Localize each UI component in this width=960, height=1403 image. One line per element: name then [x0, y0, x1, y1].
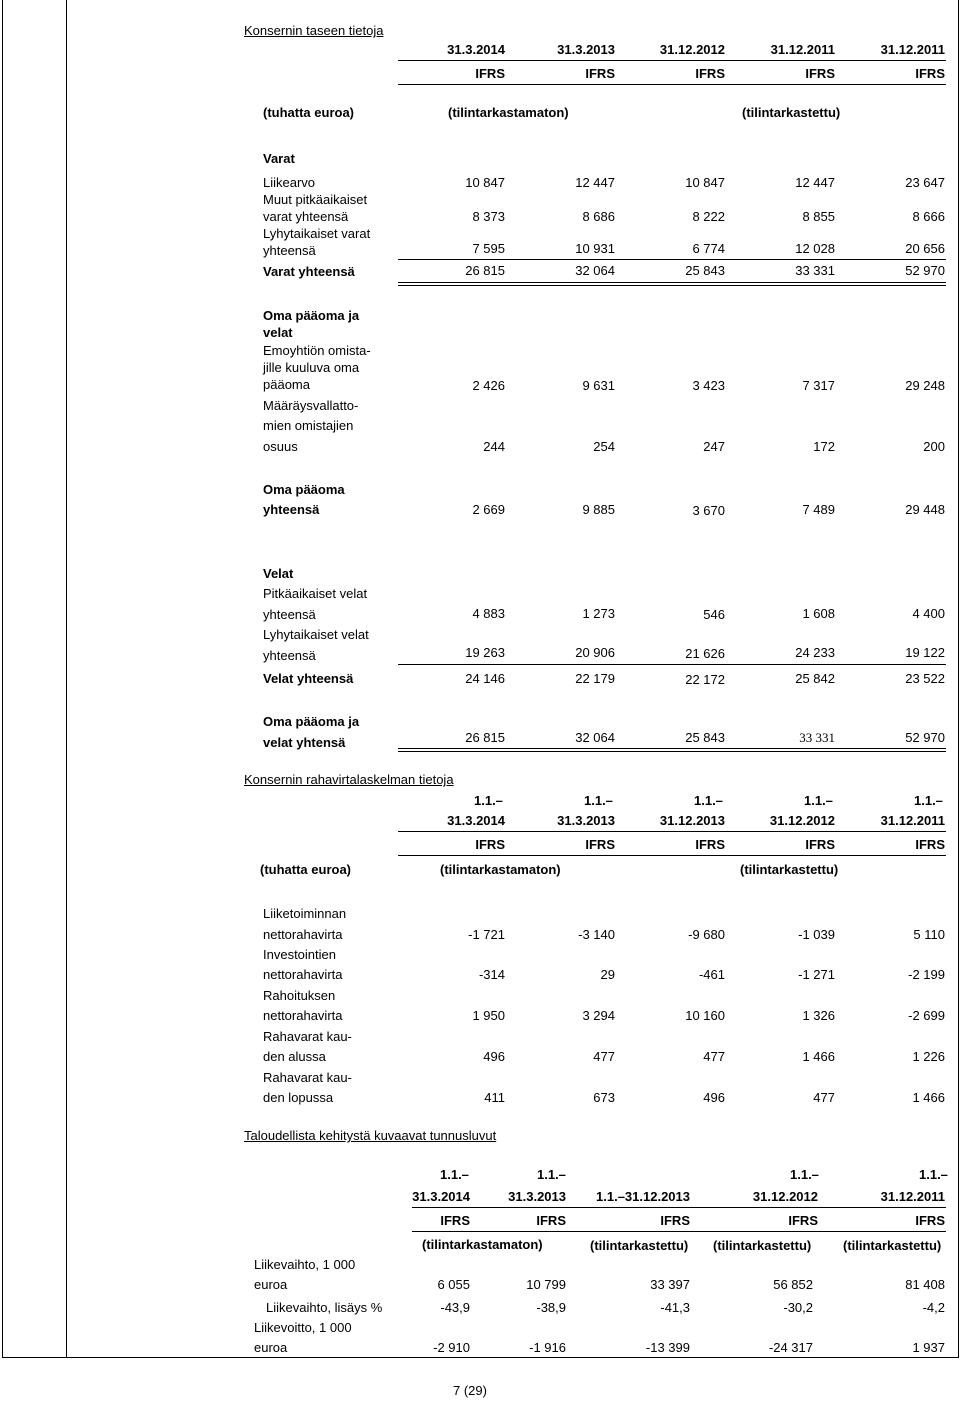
cf-investing-v5: -2 199 — [908, 967, 945, 982]
row-noncurrent-liab-v4: 1 608 — [802, 606, 835, 621]
row-noncurrent-liab-label-1: Pitkäaikaiset velat — [263, 586, 368, 601]
cf-operating-v1: -1 721 — [468, 927, 505, 942]
cf-cash-begin-v4: 1 466 — [802, 1049, 835, 1064]
cf-col-top-3: 1.1.– — [694, 793, 723, 808]
row-current-liab-v5: 19 122 — [905, 645, 945, 660]
row-total-liab-v2: 22 179 — [575, 671, 615, 686]
cf-col-std-1: IFRS — [475, 837, 505, 852]
kr-ebit-v5: 1 937 — [912, 1340, 945, 1355]
row-goodwill-v2: 12 447 — [575, 175, 615, 190]
cf-col-date-1: 31.3.2014 — [447, 813, 505, 828]
cf-cash-end-label-1: Rahavarat kau- — [263, 1070, 352, 1085]
row-noncurrent-liab-v1: 4 883 — [472, 606, 505, 621]
row-total-equity-v2: 9 885 — [582, 502, 615, 517]
cf-header-rule — [398, 831, 946, 832]
cf-cash-end-v2: 673 — [593, 1090, 615, 1105]
kr-header-rule — [412, 1207, 946, 1208]
cf-std-rule — [398, 855, 946, 856]
cf-financing-v2: 3 294 — [582, 1008, 615, 1023]
row-current-v4: 12 028 — [795, 241, 835, 256]
kr-audit-4: (tilintarkastettu) — [843, 1238, 942, 1253]
row-current-v2: 10 931 — [575, 241, 615, 256]
kr-ebit-v1: -2 910 — [433, 1340, 470, 1355]
row-total-eq-liab-label-1: Oma pääoma ja — [263, 714, 360, 729]
balance-col-std-2: IFRS — [585, 66, 615, 81]
row-minority-label-2: mien omistajien — [263, 418, 354, 433]
row-minority-label-1: Määräysvallatto- — [263, 398, 359, 413]
cf-col-std-3: IFRS — [695, 837, 725, 852]
row-noncurrent-v2: 8 686 — [582, 209, 615, 224]
row-noncurrent-v5: 8 666 — [912, 209, 945, 224]
row-parent-equity-v3: 3 423 — [692, 378, 725, 393]
cf-operating-v4: -1 039 — [798, 927, 835, 942]
kr-growth-label: Liikevaihto, lisäys % — [266, 1300, 383, 1315]
kr-col-std-5: IFRS — [915, 1213, 945, 1228]
row-goodwill-label: Liikearvo — [263, 175, 316, 190]
balance-col-date-3: 31.12.2012 — [659, 42, 725, 57]
balance-col-std-1: IFRS — [475, 66, 505, 81]
cf-operating-v2: -3 140 — [578, 927, 615, 942]
row-total-equity-v4: 7 489 — [802, 502, 835, 517]
cf-col-std-5: IFRS — [915, 837, 945, 852]
cf-unit: (tuhatta euroa) — [260, 862, 351, 877]
assets-subtotal-rule — [398, 259, 946, 260]
kr-ebit-v2: -1 916 — [529, 1340, 566, 1355]
cf-cash-end-v4: 477 — [813, 1090, 835, 1105]
kr-revenue-v4: 56 852 — [773, 1277, 813, 1292]
row-goodwill-v1: 10 847 — [465, 175, 505, 190]
row-current-label-2: yhteensä — [263, 243, 316, 258]
row-total-eq-liab-v1: 26 815 — [465, 730, 505, 745]
row-total-assets-v1: 26 815 — [465, 263, 505, 278]
cf-financing-v3: 10 160 — [685, 1008, 725, 1023]
kr-growth-v3: -41,3 — [660, 1300, 690, 1315]
row-noncurrent-v1: 8 373 — [472, 209, 505, 224]
row-total-eq-liab-v3: 25 843 — [685, 730, 725, 745]
assets-total-double-rule — [398, 282, 946, 286]
cf-audited: (tilintarkastettu) — [740, 862, 839, 877]
row-goodwill-v5: 23 647 — [905, 175, 945, 190]
page-number: 7 (29) — [453, 1383, 487, 1398]
kr-col-std-2: IFRS — [536, 1213, 566, 1228]
row-noncurrent-liab-v5: 4 400 — [912, 606, 945, 621]
row-total-eq-liab-v5: 52 970 — [905, 730, 945, 745]
balance-col-date-2: 31.3.2013 — [557, 42, 615, 57]
kr-col-std-3: IFRS — [660, 1213, 690, 1228]
row-total-assets-v4: 33 331 — [795, 263, 835, 278]
cf-financing-label-1: Rahoituksen — [263, 988, 336, 1003]
assets-heading: Varat — [263, 151, 295, 166]
balance-col-std-4: IFRS — [805, 66, 835, 81]
cf-investing-v4: -1 271 — [798, 967, 835, 982]
row-total-equity-v3: 3 670 — [692, 503, 725, 518]
cf-operating-v5: 5 110 — [913, 927, 945, 942]
row-noncurrent-label-2: varat yhteensä — [263, 209, 349, 224]
kr-col-std-4: IFRS — [788, 1213, 818, 1228]
kr-revenue-v5: 81 408 — [905, 1277, 945, 1292]
cf-financing-v5: -2 699 — [908, 1008, 945, 1023]
kr-col-date-3: 1.1.–31.12.2013 — [596, 1189, 690, 1204]
row-current-liab-label-1: Lyhytaikaiset velat — [263, 627, 369, 642]
kr-revenue-label-1: Liikevaihto, 1 000 — [254, 1257, 356, 1272]
balance-std-rule — [398, 84, 946, 85]
kr-col-top-1: 1.1.– — [440, 1167, 469, 1182]
cf-financing-v1: 1 950 — [472, 1008, 505, 1023]
cf-cash-begin-v3: 477 — [703, 1049, 725, 1064]
cf-col-std-2: IFRS — [585, 837, 615, 852]
row-current-label-1: Lyhytaikaiset varat — [263, 226, 371, 241]
row-total-liab-v4: 25 842 — [795, 671, 835, 686]
cf-investing-v3: -461 — [698, 967, 725, 982]
ratios-title: Taloudellista kehitystä kuvaavat tunnusluvut — [244, 1128, 497, 1143]
kr-col-date-1: 31.3.2014 — [412, 1189, 470, 1204]
kr-growth-v4: -30,2 — [783, 1300, 813, 1315]
kr-col-date-5: 31.12.2011 — [880, 1189, 945, 1204]
cf-cash-end-v1: 411 — [484, 1090, 505, 1105]
cf-col-std-4: IFRS — [805, 837, 835, 852]
balance-col-date-4: 31.12.2011 — [770, 42, 835, 57]
row-minority-v4: 172 — [813, 439, 835, 454]
cf-investing-label-2: nettorahavirta — [263, 967, 343, 982]
row-total-assets-label: Varat yhteensä — [263, 264, 355, 279]
balance-col-date-5: 31.12.2011 — [880, 42, 945, 57]
row-minority-v2: 254 — [593, 439, 615, 454]
kr-col-date-4: 31.12.2012 — [752, 1189, 818, 1204]
row-current-v1: 7 595 — [472, 241, 505, 256]
cf-operating-v3: -9 680 — [688, 927, 725, 942]
kr-growth-v1: -43,9 — [440, 1300, 470, 1315]
eq-liab-total-double-rule — [398, 748, 946, 752]
kr-audit-3: (tilintarkastettu) — [713, 1238, 812, 1253]
row-total-liab-v5: 23 522 — [905, 671, 945, 686]
cf-col-top-4: 1.1.– — [804, 793, 833, 808]
cf-col-date-2: 31.3.2013 — [557, 813, 615, 828]
cf-cash-begin-v1: 496 — [483, 1049, 505, 1064]
row-noncurrent-label-1: Muut pitkäaikaiset — [263, 192, 368, 207]
row-total-equity-v1: 2 669 — [472, 502, 505, 517]
row-current-liab-label-2: yhteensä — [263, 648, 316, 663]
row-total-assets-v3: 25 843 — [685, 263, 725, 278]
kr-revenue-v2: 10 799 — [526, 1277, 566, 1292]
equity-liab-heading-2: velat — [263, 325, 293, 340]
row-total-equity-v5: 29 448 — [905, 502, 945, 517]
cf-operating-label-1: Liiketoiminnan — [263, 906, 347, 921]
row-current-liab-v2: 20 906 — [575, 645, 615, 660]
row-parent-equity-label-3: pääoma — [263, 377, 310, 392]
equity-liab-heading-1: Oma pääoma ja — [263, 308, 360, 323]
row-total-liab-v3: 22 172 — [685, 672, 725, 687]
cf-col-top-2: 1.1.– — [584, 793, 613, 808]
row-noncurrent-liab-label-2: yhteensä — [263, 607, 316, 622]
row-minority-v3: 247 — [703, 439, 725, 454]
kr-growth-v2: -38,9 — [536, 1300, 566, 1315]
row-current-liab-v3: 21 626 — [685, 646, 725, 661]
cf-col-date-5: 31.12.2011 — [880, 813, 945, 828]
kr-col-top-5: 1.1.– — [919, 1167, 948, 1182]
row-current-v3: 6 774 — [692, 241, 725, 256]
row-parent-equity-label-2: jille kuuluva oma — [263, 360, 360, 375]
kr-audit-2: (tilintarkastettu) — [590, 1238, 689, 1253]
left-column-rule — [66, 0, 67, 1357]
row-goodwill-v4: 12 447 — [795, 175, 835, 190]
cf-col-top-1: 1.1.– — [474, 793, 503, 808]
kr-revenue-v3: 33 397 — [650, 1277, 690, 1292]
kr-col-top-4: 1.1.– — [790, 1167, 819, 1182]
row-current-v5: 20 656 — [905, 241, 945, 256]
cf-financing-v4: 1 326 — [802, 1008, 835, 1023]
row-total-assets-v5: 52 970 — [905, 263, 945, 278]
kr-ebit-label-1: Liikevoitto, 1 000 — [254, 1320, 352, 1335]
cashflow-title: Konsernin rahavirtalaskelman tietoja — [244, 772, 454, 787]
liab-subtotal-rule — [398, 664, 946, 665]
balance-unaudited: (tilintarkastamaton) — [448, 105, 569, 120]
row-goodwill-v3: 10 847 — [685, 175, 725, 190]
kr-col-std-1: IFRS — [440, 1213, 470, 1228]
row-noncurrent-v3: 8 222 — [692, 209, 725, 224]
row-total-eq-liab-v2: 32 064 — [575, 730, 615, 745]
cf-cash-begin-label-1: Rahavarat kau- — [263, 1029, 352, 1044]
row-total-liab-label: Velat yhteensä — [263, 671, 354, 686]
row-parent-equity-label-1: Emoyhtiön omista- — [263, 343, 371, 358]
cf-col-top-5: 1.1.– — [914, 793, 943, 808]
cf-col-date-4: 31.12.2012 — [769, 813, 835, 828]
balance-header-rule — [398, 60, 946, 61]
cf-unaudited: (tilintarkastamaton) — [440, 862, 561, 877]
row-parent-equity-v2: 9 631 — [582, 378, 615, 393]
kr-col-top-2: 1.1.– — [537, 1167, 566, 1182]
cf-cash-begin-label-2: den alussa — [263, 1049, 326, 1064]
row-parent-equity-v5: 29 248 — [905, 378, 945, 393]
kr-revenue-label-2: euroa — [254, 1277, 288, 1292]
row-noncurrent-v4: 8 855 — [802, 209, 835, 224]
balance-unit: (tuhatta euroa) — [263, 105, 354, 120]
cf-cash-end-v3: 496 — [703, 1090, 725, 1105]
row-current-liab-v4: 24 233 — [795, 645, 835, 660]
kr-col-date-2: 31.3.2013 — [508, 1189, 566, 1204]
row-minority-v5: 200 — [923, 439, 945, 454]
row-minority-label-3: osuus — [263, 439, 298, 454]
cf-cash-end-label-2: den lopussa — [263, 1090, 334, 1105]
liabilities-heading: Velat — [263, 566, 294, 581]
kr-ebit-v3: -13 399 — [645, 1340, 690, 1355]
cf-investing-v2: 29 — [600, 967, 615, 982]
cf-investing-label-1: Investointien — [263, 947, 336, 962]
balance-col-std-5: IFRS — [915, 66, 945, 81]
balance-col-date-1: 31.3.2014 — [447, 42, 505, 57]
row-parent-equity-v4: 7 317 — [802, 378, 835, 393]
cf-cash-end-v5: 1 466 — [912, 1090, 945, 1105]
row-parent-equity-v1: 2 426 — [472, 378, 505, 393]
row-total-eq-liab-label-2: velat yhtensä — [263, 735, 346, 750]
balance-col-std-3: IFRS — [695, 66, 725, 81]
cf-financing-label-2: nettorahavirta — [263, 1008, 343, 1023]
row-total-liab-v1: 24 146 — [465, 671, 505, 686]
cf-investing-v1: -314 — [478, 967, 505, 982]
cf-cash-begin-v5: 1 226 — [912, 1049, 945, 1064]
kr-revenue-v1: 6 055 — [437, 1277, 470, 1292]
row-minority-v1: 244 — [483, 439, 505, 454]
kr-ebit-v4: -24 317 — [768, 1340, 813, 1355]
kr-ebit-label-2: euroa — [254, 1340, 288, 1355]
kr-std-rule — [412, 1231, 946, 1232]
row-current-liab-v1: 19 263 — [465, 645, 505, 660]
cf-operating-label-2: nettorahavirta — [263, 927, 343, 942]
cf-col-date-3: 31.12.2013 — [659, 813, 725, 828]
row-total-equity-label-2: yhteensä — [263, 502, 320, 517]
row-total-assets-v2: 32 064 — [575, 263, 615, 278]
row-noncurrent-liab-v3: 546 — [703, 607, 725, 622]
row-total-eq-liab-v4: 33 331 — [799, 730, 835, 745]
row-noncurrent-liab-v2: 1 273 — [582, 606, 615, 621]
cf-cash-begin-v2: 477 — [593, 1049, 615, 1064]
balance-audited: (tilintarkastettu) — [742, 105, 841, 120]
row-total-equity-label-1: Oma pääoma — [263, 482, 345, 497]
kr-growth-v5: -4,2 — [922, 1300, 945, 1315]
kr-audit-1: (tilintarkastamaton) — [422, 1237, 543, 1252]
balance-title: Konsernin taseen tietoja — [244, 23, 384, 38]
